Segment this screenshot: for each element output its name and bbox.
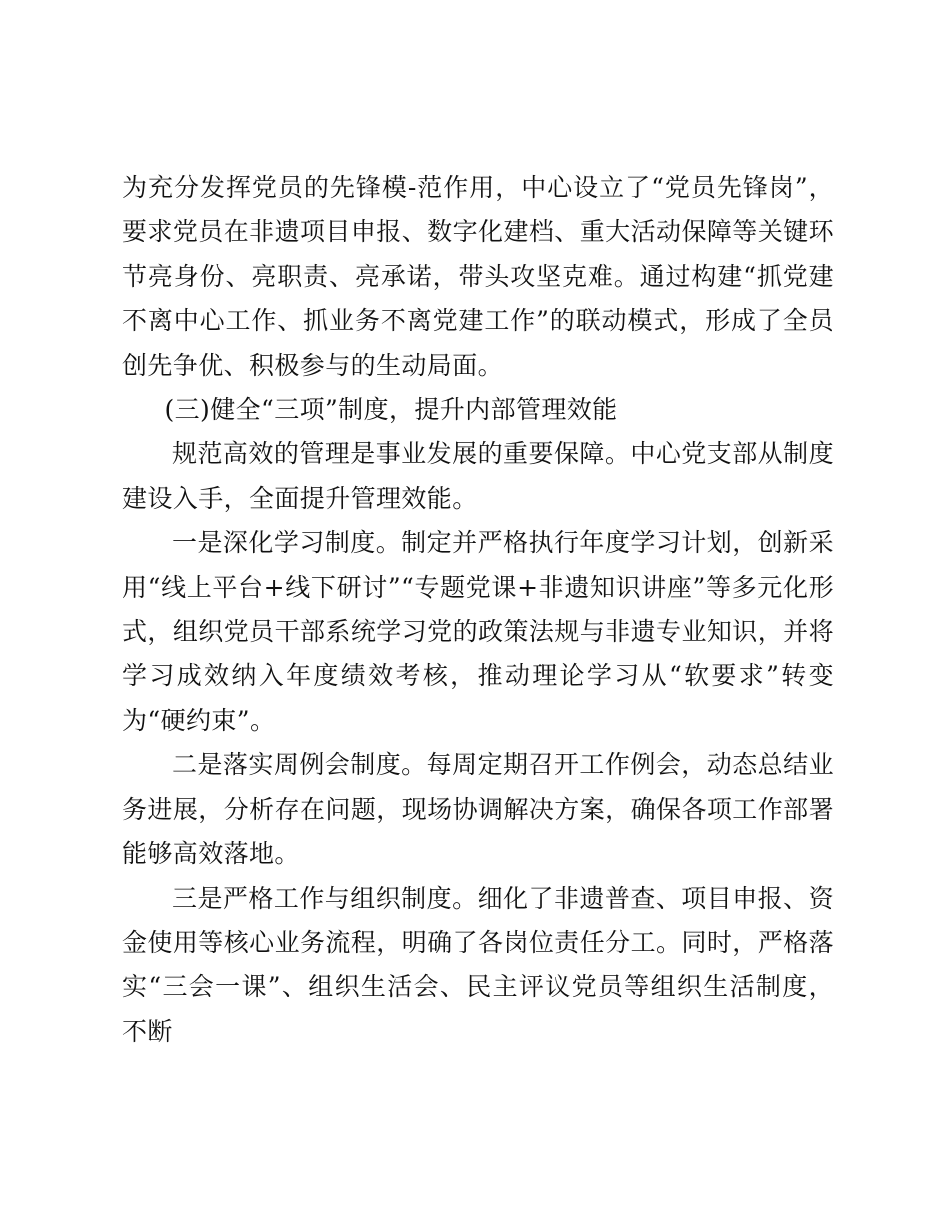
paragraph-management-intro: 规范高效的管理是事业发展的重要保障。中心党支部从制度建设入手，全面提升管理效能。 xyxy=(122,439,834,513)
paragraph-work-organization-system: 三是严格工作与组织制度。细化了非遗普查、项目申报、资金使用等核心业务流程，明确了各岗位责任分工。同时，严格落实“三会一课”、组织生活会、民主评议党员等组织生活制度，不断 xyxy=(122,883,834,1046)
section-heading-three-systems: (三)健全“三项”制度，提升内部管理效能 xyxy=(164,395,618,425)
paragraph-study-system: 一是深化学习制度。制定并严格执行年度学习计划，创新采用“线上平台+线下研讨”“专题党课+非遗知识讲座”等多元化形式，组织党员干部系统学习党的政策法规与非遗专业知识，并将学习成效纳入年度绩效考核，推动理论学习从“软要求”转变为“硬约束”。 xyxy=(122,528,834,735)
paragraph-weekly-meeting-system: 二是落实周例会制度。每周定期召开工作例会，动态总结业务进展，分析存在问题，现场协调解决方案，确保各项工作部署能够高效落地。 xyxy=(122,750,834,869)
body-text xyxy=(122,166,834,1054)
paragraph-pioneer-post: 为充分发挥党员的先锋模-范作用，中心设立了“党员先锋岗”，要求党员在非遗项目申报、数字化建档、重大活动保障等关键环节亮身份、亮职责、亮承诺，带头攻坚克难。通过构建“抓党建不离中心工作、抓业务不离党建工作”的联动模式，形成了全员创先争优、积极参与的生动局面。 xyxy=(122,173,834,380)
